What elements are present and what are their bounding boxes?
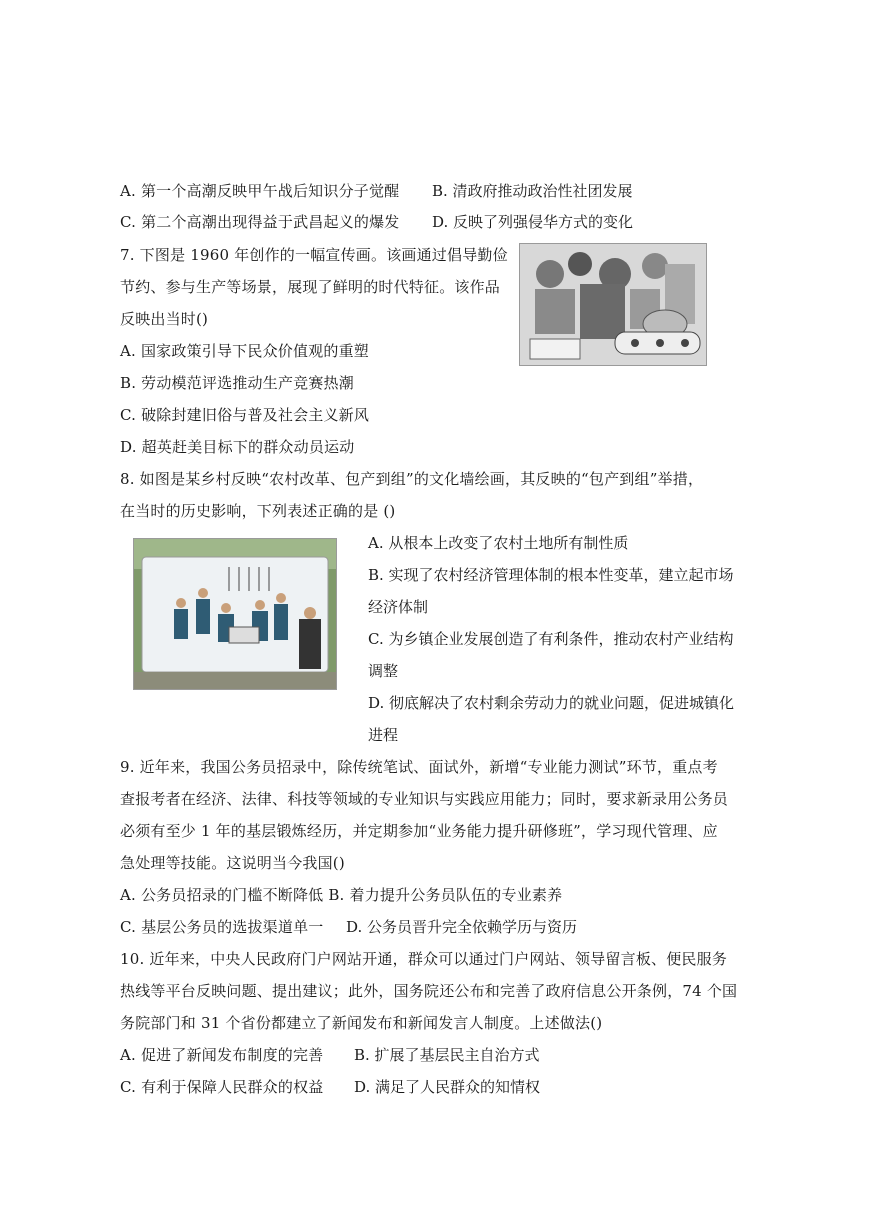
q8-stem-line1: 8. 如图是某乡村反映“农村改革、包产到组”的文化墙绘画，其反映的“包产到组”举措， bbox=[120, 470, 704, 488]
q10-option-b[interactable]: B. 扩展了基层民主自治方式 bbox=[354, 1046, 540, 1064]
q8-option-b-line2[interactable]: 经济体制 bbox=[368, 598, 429, 616]
q9-stem-line4: 急处理等技能。这说明当今我国() bbox=[120, 854, 345, 872]
propaganda-poster-image bbox=[519, 243, 707, 366]
q8-option-a[interactable]: A. 从根本上改变了农村土地所有制性质 bbox=[368, 534, 629, 552]
q8-option-c-line1[interactable]: C. 为乡镇企业发展创造了有利条件，推动农村产业结构 bbox=[368, 630, 734, 648]
q7-option-b[interactable]: B. 劳动模范评选推动生产竞赛热潮 bbox=[120, 374, 354, 392]
q8-stem-line2: 在当时的历史影响，下列表述正确的是 () bbox=[120, 502, 396, 520]
village-mural-image bbox=[133, 538, 337, 690]
q8-option-b-line1[interactable]: B. 实现了农村经济管理体制的根本性变革，建立起市场 bbox=[368, 566, 734, 584]
q10-option-a[interactable]: A. 促进了新闻发布制度的完善 bbox=[120, 1046, 324, 1064]
q9-option-c[interactable]: C. 基层公务员的选拔渠道单一 bbox=[120, 918, 324, 936]
q8-option-c-line2[interactable]: 调整 bbox=[368, 662, 399, 680]
q10-option-d[interactable]: D. 满足了人民群众的知情权 bbox=[354, 1078, 541, 1096]
q8-option-d-line1[interactable]: D. 彻底解决了农村剩余劳动力的就业问题，促进城镇化 bbox=[368, 694, 735, 712]
q10-stem-line3: 务院部门和 31 个省份都建立了新闻发布和新闻发言人制度。上述做法() bbox=[120, 1014, 603, 1032]
q7-stem-line1: 7. 下图是 1960 年创作的一幅宣传画。该画通过倡导勤俭 bbox=[120, 246, 508, 264]
q7-stem-line2: 节约、参与生产等场景，展现了鲜明的时代特征。该作品 bbox=[120, 278, 501, 296]
q6-option-b[interactable]: B. 清政府推动政治性社团发展 bbox=[432, 182, 633, 200]
q9-stem-line1: 9. 近年来，我国公务员招录中，除传统笔试、面试外，新增“专业能力测试”环节，重点考 bbox=[120, 758, 718, 776]
q7-option-a[interactable]: A. 国家政策引导下民众价值观的重塑 bbox=[120, 342, 369, 360]
q6-option-c[interactable]: C. 第二个高潮出现得益于武昌起义的爆发 bbox=[120, 213, 400, 231]
q7-option-c[interactable]: C. 破除封建旧俗与普及社会主义新风 bbox=[120, 406, 370, 424]
q7-stem-line3: 反映出当时() bbox=[120, 310, 209, 328]
q9-option-a-b[interactable]: A. 公务员招录的门槛不断降低 B. 着力提升公务员队伍的专业素养 bbox=[120, 886, 563, 904]
q6-option-a[interactable]: A. 第一个高潮反映甲午战后知识分子觉醒 bbox=[120, 182, 400, 200]
q6-option-d[interactable]: D. 反映了列强侵华方式的变化 bbox=[432, 213, 634, 231]
q10-stem-line1: 10. 近年来，中央人民政府门户网站开通，群众可以通过门户网站、领导留言板、便民服务 bbox=[120, 950, 728, 968]
q9-option-d[interactable]: D. 公务员晋升完全依赖学历与资历 bbox=[346, 918, 578, 936]
q8-option-d-line2[interactable]: 进程 bbox=[368, 726, 399, 744]
q7-option-d[interactable]: D. 超英赶美目标下的群众动员运动 bbox=[120, 438, 355, 456]
q9-stem-line2: 查报考者在经济、法律、科技等领域的专业知识与实践应用能力；同时，要求新录用公务员 bbox=[120, 790, 729, 808]
q10-option-c[interactable]: C. 有利于保障人民群众的权益 bbox=[120, 1078, 324, 1096]
q9-stem-line3: 必须有至少 1 年的基层锻炼经历，并定期参加“业务能力提升研修班”，学习现代管理、应 bbox=[120, 822, 718, 840]
q10-stem-line2: 热线等平台反映问题、提出建议；此外，国务院还公布和完善了政府信息公开条例，74 个国 bbox=[120, 982, 738, 1000]
